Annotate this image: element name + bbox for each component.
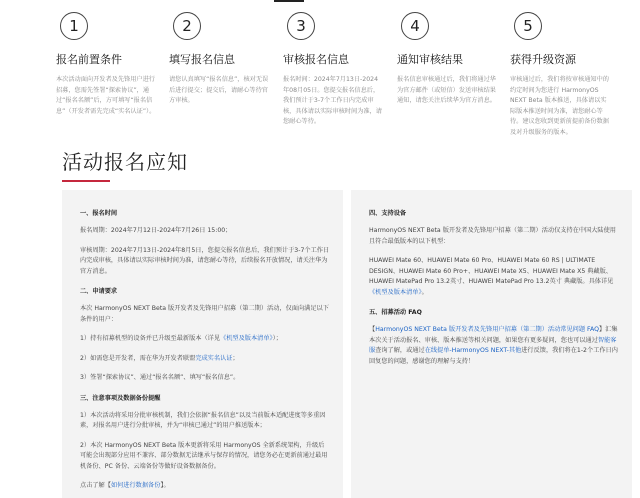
device-list-link[interactable]: 《机型及版本清单》 bbox=[220, 335, 273, 342]
step-number: 4 bbox=[401, 12, 429, 40]
faq-text-a: 【 bbox=[369, 326, 376, 333]
faq-text-b: 】汇集本次关于活动报名、审核、版本推送等相关问题，如果您有更多疑问，您也可以通过 bbox=[369, 326, 618, 344]
requirement-1-tail: ）； bbox=[272, 335, 282, 342]
step-number: 5 bbox=[514, 12, 542, 40]
step-title: 通知审核结果 bbox=[397, 53, 463, 66]
step-3 bbox=[283, 8, 388, 128]
section-title-devices: 四、支持设备 bbox=[369, 210, 407, 217]
step-number: 3 bbox=[287, 12, 315, 40]
step-title: 填写报名信息 bbox=[169, 53, 235, 66]
online-ticket-link[interactable]: 在线提单-HarmonyOS NEXT-其他 bbox=[424, 347, 522, 354]
step-number: 1 bbox=[60, 12, 88, 40]
backup-hint bbox=[80, 481, 330, 492]
top-tab-indicator bbox=[274, 0, 304, 2]
requirements-intro: 本次 HarmonyOS NEXT Beta 版开发者及先锋用户招募（第二期）活动，仅面向满足以下条件的用户： bbox=[80, 305, 329, 323]
requirement-2 bbox=[80, 354, 330, 365]
step-description: 报名时间：2024年7月13日-2024年08月05日。您提交报名信息后，我们预计于3-7个工作日内完成审核，具体请以实际审核时间为准，请您耐心等待。 bbox=[283, 76, 382, 125]
device-list-link[interactable]: 《机型及版本清单》 bbox=[369, 288, 422, 296]
backup-guide-link[interactable]: 如何进行数据备份 bbox=[110, 482, 161, 489]
step-2 bbox=[169, 8, 274, 107]
requirement-2-tail: ； bbox=[232, 354, 239, 362]
requirement-2-text: 2）如需您是开发者，需在华为开发者联盟 bbox=[80, 354, 196, 362]
backup-hint-tail: 】。 bbox=[160, 482, 170, 489]
step-title: 报名前置条件 bbox=[56, 53, 122, 66]
step-title: 获得升级资源 bbox=[510, 53, 576, 66]
devices-list-text: HUAWEI Mate 60、HUAWEI Mate 60 Pro、HUAWEI Mate 60 RS | ULTIMATE DESIGN、HUAWEI Mate 60 Pro+、HUAWEI Mate X5、HUAWEI Mate X5 典藏版、HUAWEI MatePad Pro 13.2英寸、HUAWEI MatePad Pro 13.2英寸 典藏版。具体详见 bbox=[369, 257, 614, 285]
faq-text-c: 查询了解，或通过 bbox=[375, 347, 425, 354]
faq-text-d: 进行反馈，我们将在1-2个工作日内回复您的问题，感谢您的理解与支持！ bbox=[369, 347, 618, 365]
note-1: 1）本次活动将采用分批审核机制，我们会依据“报名信息”以及当前版本适配进度等多重因素，对报名用户进行分批审核，并为“审核已通过”的用户推送版本； bbox=[80, 411, 326, 429]
devices-list bbox=[369, 256, 619, 298]
note-2: 2）本次 HarmonyOS NEXT Beta 版本更新将采用 HarmonyOS 全新系统架构，升级后可能会出现部分应用不兼容、部分数据无法继承与保存的情况，请您务必在更新前通过最用机备份、PC 备份、云端备份等做好设备数据备份。 bbox=[80, 441, 328, 470]
backup-hint-text: 点击了解【 bbox=[80, 482, 111, 489]
signup-period: 报名周期：2024年7月12日-2024年7月26日 15:00； bbox=[80, 227, 232, 234]
process-steps bbox=[56, 8, 616, 148]
step-1 bbox=[56, 8, 161, 117]
section-title-faq: 五、招募活动 FAQ bbox=[369, 309, 422, 316]
notice-panel-right bbox=[351, 190, 632, 498]
requirement-1 bbox=[80, 334, 330, 345]
devices-intro: HarmonyOS NEXT Beta 版开发者及先锋用户招募（第二期）活动仅支持在中国大陆使用且符合最低版本的以下机型： bbox=[369, 227, 616, 245]
step-4 bbox=[397, 8, 502, 107]
step-5 bbox=[510, 8, 615, 138]
heading-accent-bar bbox=[62, 180, 110, 182]
requirement-1-text: 1）持有招募机型的设备并已升级至最新版本（详见 bbox=[80, 335, 221, 342]
step-description: 报名信息审核通过后，我们将通过华为官方邮件（或短信）发送审核结果通知，请您关注后续华为官方消息。 bbox=[397, 76, 496, 104]
section-title-time: 一、报名时间 bbox=[80, 210, 118, 217]
step-description: 本次活动面向开发者及先锋用户进行招募，您需先签署“探索协议”，通过“报名名额”后，方可填写“报名信息”（开发者需先完成“实名认证”）。 bbox=[56, 76, 156, 115]
smart-service-link[interactable]: 智能客服 bbox=[369, 336, 617, 354]
step-description: 请您认真填写“报名信息”，核对无误后进行提交；提交后，请耐心等待官方审核。 bbox=[169, 76, 269, 104]
notice-panel-left bbox=[62, 190, 343, 498]
step-number: 2 bbox=[173, 12, 201, 40]
faq-paragraph bbox=[369, 325, 619, 367]
requirement-3: 3）签署“探索协议”、通过“报名名额”、填写“报名信息”。 bbox=[80, 374, 240, 381]
section-title-requirements: 二、申请要求 bbox=[80, 288, 118, 295]
step-description: 审核通过后，我们将按审核通知中的约定时间为您进行 HarmonyOS NEXT Beta 版本推送，具体请以实际版本推送时间为准，请您耐心等待。建议您收到更新前提前备份数据及对升级服务的版本。 bbox=[510, 76, 609, 136]
section-heading: 活动报名应知 bbox=[62, 150, 188, 174]
faq-link[interactable]: HarmonyOS NEXT Beta 版开发者及先锋用户招募（第二期）活动常见问题 FAQ bbox=[375, 326, 599, 333]
real-name-auth-link[interactable]: 完成实名认证 bbox=[195, 354, 233, 362]
step-title: 审核报名信息 bbox=[283, 53, 349, 66]
devices-list-tail: 。 bbox=[421, 288, 428, 296]
review-period: 审核周期：2024年7月13日-2024年8月5日，您提交报名信息后，我们预计于3-7个工作日内完成审核，具体请以实际审核时间为准，请您耐心等待，后续报名开放情况，请关注华为官方消息。 bbox=[80, 246, 330, 275]
section-title-notes: 三、注意事项及数据备份提醒 bbox=[80, 394, 161, 402]
